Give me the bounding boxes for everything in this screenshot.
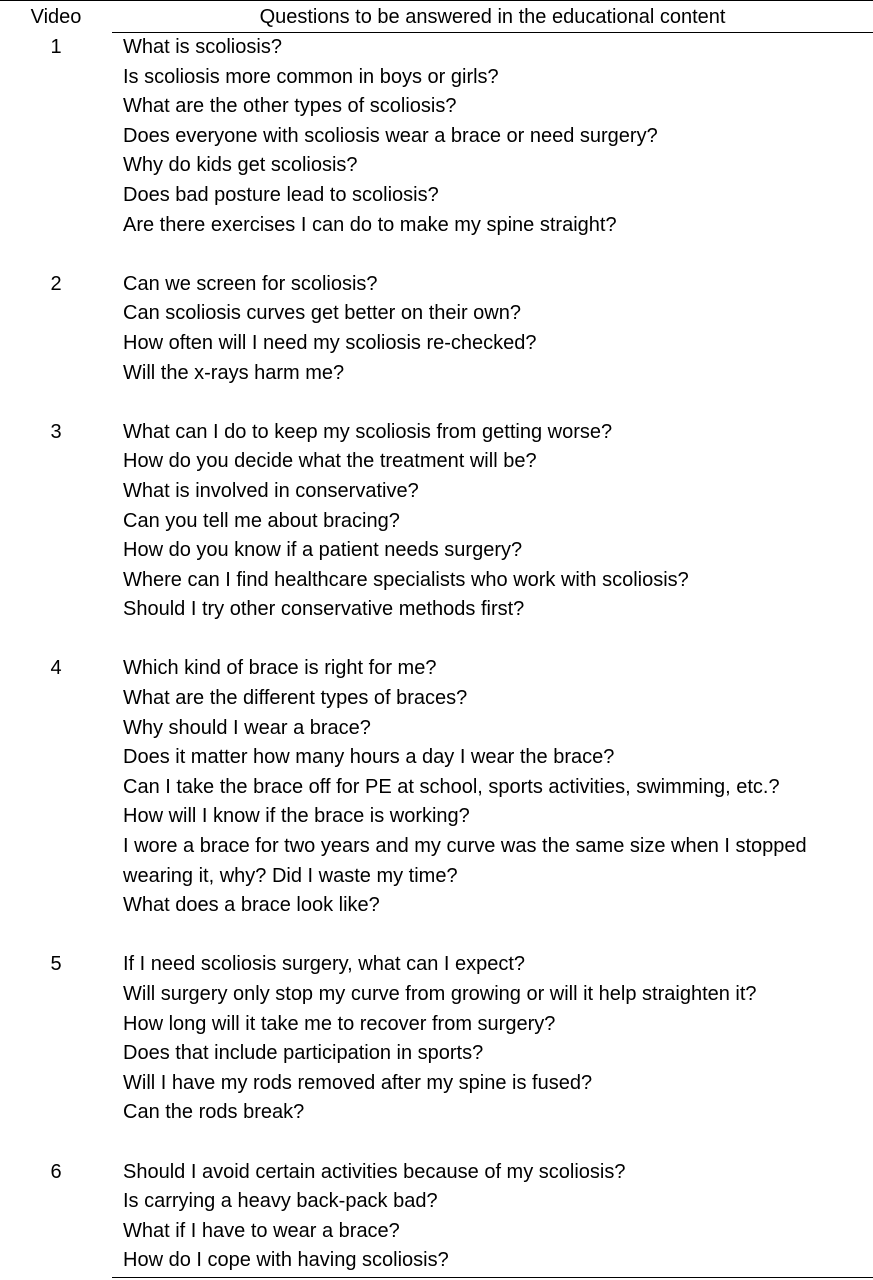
- question-item: Are there exercises I can do to make my spine straight?: [123, 213, 617, 236]
- question-item: I wore a brace for two years and my curve was the same size when I stopped wearing it, why? Did I waste my time?: [123, 835, 807, 887]
- question-list: [112, 270, 873, 388]
- question-item: Should I try other conservative methods first?: [123, 598, 525, 621]
- question-item: What can I do to keep my scoliosis from getting worse?: [123, 420, 613, 443]
- question-item: What does a brace look like?: [123, 894, 380, 917]
- question-item: Can I take the brace off for PE at school, sports activities, swimming, etc.?: [123, 775, 780, 798]
- question-item: Why should I wear a brace?: [123, 716, 371, 739]
- question-list: [112, 654, 873, 920]
- table-row-group: [0, 418, 873, 625]
- question-list: [112, 1158, 873, 1276]
- question-item: How do you know if a patient needs surgery?: [123, 539, 523, 562]
- question-item: How long will it take me to recover from surgery?: [123, 1012, 556, 1035]
- table-row-group: [0, 33, 873, 240]
- table-row-group: [0, 1158, 873, 1276]
- video-number: 5: [50, 953, 62, 976]
- question-item: Why do kids get scoliosis?: [123, 154, 358, 177]
- top-rule: [0, 0, 873, 1]
- question-item: Is carrying a heavy back-pack bad?: [123, 1190, 438, 1213]
- row-spacer: [0, 388, 873, 418]
- table-header: [0, 2, 873, 32]
- header-questions: Questions to be answered in the educational content: [259, 6, 726, 28]
- question-item: If I need scoliosis surgery, what can I expect?: [123, 953, 526, 976]
- question-item: Is scoliosis more common in boys or girls?: [123, 65, 499, 88]
- question-item: Should I avoid certain activities because of my scoliosis?: [123, 1160, 626, 1183]
- table-row-group: [0, 950, 873, 1128]
- row-spacer: [0, 625, 873, 655]
- video-number: 2: [50, 272, 62, 295]
- question-list: [112, 950, 873, 1128]
- video-number: 6: [50, 1160, 62, 1183]
- question-item: Does that include participation in sports?: [123, 1042, 484, 1065]
- question-item: What are the different types of braces?: [123, 687, 468, 710]
- question-item: What is involved in conservative?: [123, 479, 419, 502]
- question-item: Will surgery only stop my curve from growing or will it help straighten it?: [123, 983, 757, 1005]
- video-number: 4: [50, 657, 62, 680]
- question-list: [112, 418, 873, 625]
- question-item: What are the other types of scoliosis?: [123, 95, 457, 118]
- question-item: Where can I find healthcare specialists who work with scoliosis?: [123, 568, 689, 591]
- row-spacer: [0, 1128, 873, 1158]
- question-item: Can you tell me about bracing?: [123, 509, 400, 532]
- question-item: Can scoliosis curves get better on their own?: [123, 302, 521, 325]
- question-item: Will the x-rays harm me?: [123, 361, 345, 384]
- question-item: Does it matter how many hours a day I wear the brace?: [123, 746, 615, 769]
- table-body: [0, 33, 873, 1276]
- table-row-group: [0, 654, 873, 920]
- question-item: What is scoliosis?: [123, 36, 282, 58]
- question-item: Can we screen for scoliosis?: [123, 272, 378, 295]
- question-item: Does bad posture lead to scoliosis?: [123, 183, 439, 206]
- question-item: Does everyone with scoliosis wear a brace or need surgery?: [123, 124, 658, 147]
- question-item: How do you decide what the treatment will be?: [123, 450, 537, 473]
- table-row-group: [0, 270, 873, 388]
- question-item: Which kind of brace is right for me?: [123, 657, 437, 680]
- row-spacer: [0, 921, 873, 951]
- video-number: 1: [50, 36, 62, 58]
- video-number: 3: [50, 420, 62, 443]
- question-item: How will I know if the brace is working?: [123, 805, 470, 828]
- question-item: Can the rods break?: [123, 1101, 305, 1124]
- header-video: Video: [30, 6, 82, 28]
- question-item: What if I have to wear a brace?: [123, 1219, 400, 1242]
- question-item: Will I have my rods removed after my spine is fused?: [123, 1071, 593, 1094]
- question-item: How often will I need my scoliosis re-checked?: [123, 331, 537, 354]
- bottom-rule: [112, 1277, 873, 1278]
- question-item: How do I cope with having scoliosis?: [123, 1249, 449, 1272]
- question-list: [112, 33, 873, 240]
- row-spacer: [0, 240, 873, 270]
